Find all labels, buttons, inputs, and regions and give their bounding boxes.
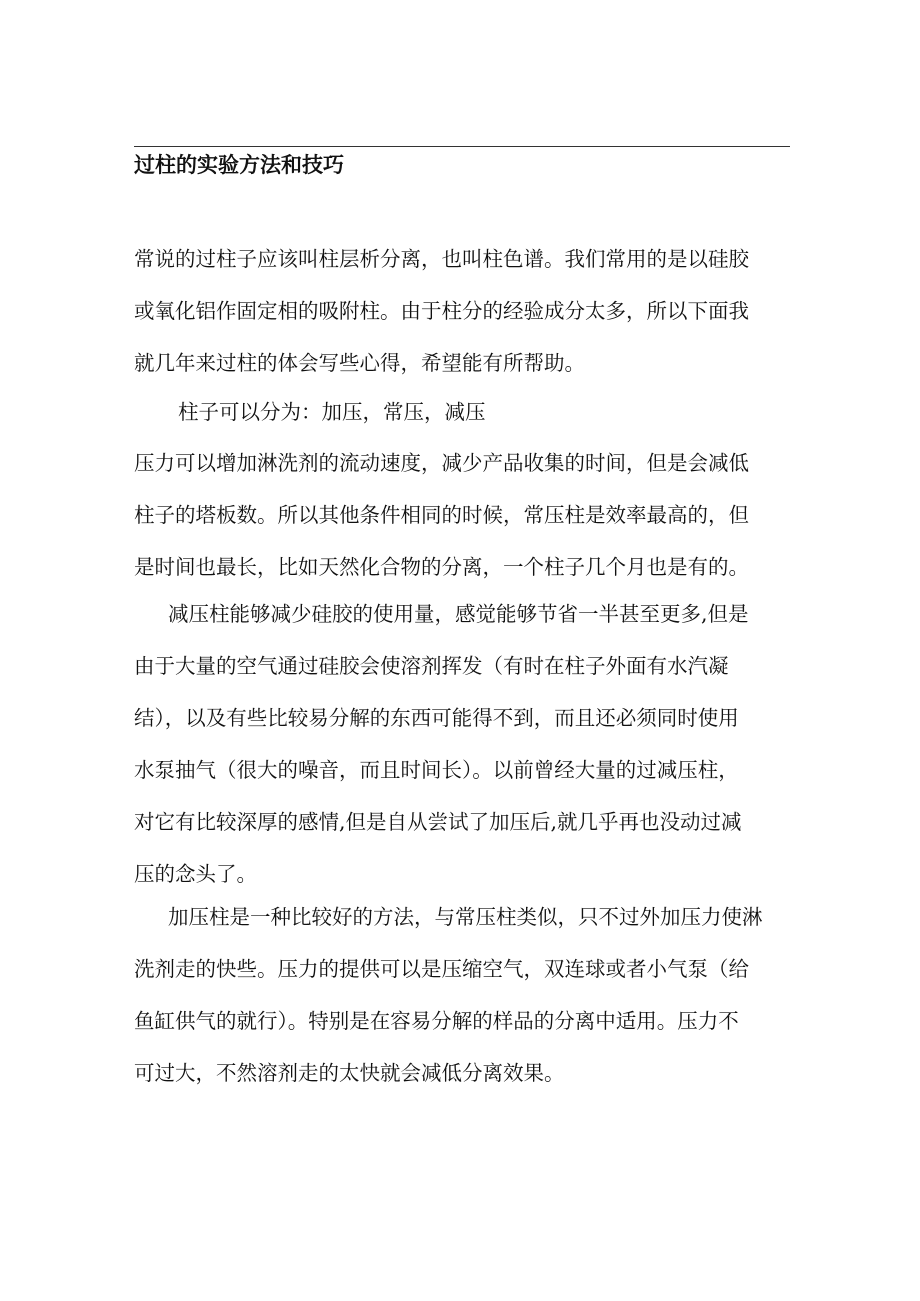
positive-line: 可过大，不然溶剂走的太快就会减低分离效果。 xyxy=(134,1061,565,1085)
classification-line: 柱子可以分为：加压，常压，减压 xyxy=(178,400,486,424)
positive-line: 鱼缸供气的就行）。特别是在容易分解的样品的分离中适用。压力不 xyxy=(134,1009,739,1033)
positive-line: 洗剂走的快些。压力的提供可以是压缩空气，双连球或者小气泵（给 xyxy=(134,957,749,981)
vacuum-line: 结），以及有些比较易分解的东西可能得不到，而且还必须同时使用 xyxy=(134,706,739,730)
intro-paragraph xyxy=(134,233,794,389)
positive-pressure-paragraph xyxy=(134,891,794,1099)
vacuum-line: 水泵抽气（很大的噪音，而且时间长）。以前曾经大量的过减压柱， xyxy=(134,758,739,782)
vacuum-line: 压的念头了。 xyxy=(134,862,257,886)
vacuum-line: 减压柱能够减少硅胶的使用量，感觉能够节省一半甚至更多,但是 xyxy=(168,602,749,626)
pressure-line: 是时间也最长，比如天然化合物的分离，一个柱子几个月也是有的。 xyxy=(134,555,749,579)
pressure-line: 柱子的塔板数。所以其他条件相同的时候，常压柱是效率最高的，但 xyxy=(134,503,749,527)
classification-paragraph xyxy=(134,386,794,438)
positive-line: 加压柱是一种比较好的方法，与常压柱类似，只不过外加压力使淋 xyxy=(168,905,763,929)
vacuum-line: 对它有比较深厚的感情,但是自从尝试了加压后,就几乎再也没动过减 xyxy=(134,810,742,834)
header-rule xyxy=(134,146,790,147)
pressure-paragraph xyxy=(134,437,794,593)
pressure-line: 压力可以增加淋洗剂的流动速度，减少产品收集的时间，但是会减低 xyxy=(134,451,749,475)
document-title: 过柱的实验方法和技巧 xyxy=(134,153,344,177)
vacuum-column-paragraph xyxy=(134,588,794,900)
intro-line: 或氧化铝作固定相的吸附柱。由于柱分的经验成分太多，所以下面我 xyxy=(134,299,749,323)
vacuum-line: 由于大量的空气通过硅胶会使溶剂挥发（有时在柱子外面有水汽凝 xyxy=(134,654,729,678)
intro-line: 常说的过柱子应该叫柱层析分离，也叫柱色谱。我们常用的是以硅胶 xyxy=(134,247,749,271)
intro-line: 就几年来过柱的体会写些心得，希望能有所帮助。 xyxy=(134,351,585,375)
